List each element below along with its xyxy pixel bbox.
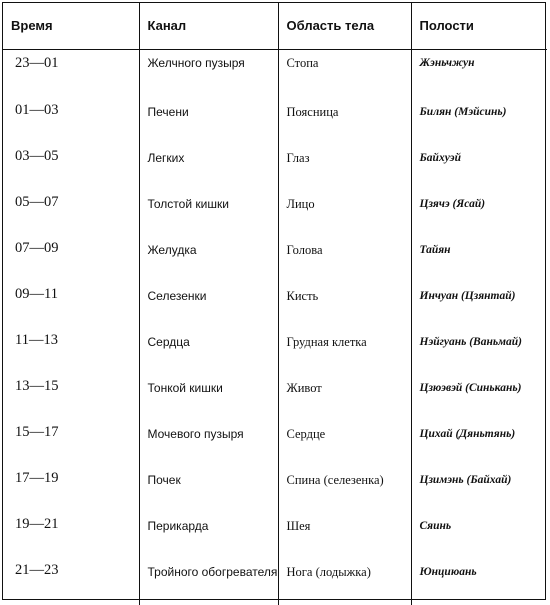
- cell-canal: Почек: [147, 473, 181, 487]
- cell-canal: Печени: [147, 105, 189, 119]
- cell-cavity-container: [411, 555, 547, 605]
- cell-time-container: [3, 49, 139, 95]
- table-row: [3, 371, 547, 417]
- cell-canal: Селезенки: [147, 289, 207, 303]
- table-row: [3, 463, 547, 509]
- cell-cavity: Юнциюань: [419, 566, 477, 578]
- cell-canal: Легких: [147, 151, 185, 165]
- cell-cavity: Цзячэ (Ясай): [419, 198, 486, 210]
- cell-area-container: [278, 49, 411, 95]
- cell-time: 11—13: [15, 332, 58, 348]
- cell-time: 15—17: [15, 424, 59, 440]
- cell-canal: Толстой кишки: [147, 197, 229, 211]
- table-header-row: [3, 3, 547, 49]
- cell-area: Стопа: [286, 55, 319, 70]
- cell-cavity-container: [411, 187, 547, 233]
- cell-cavity-container: [411, 325, 547, 371]
- cell-canal: Тонкой кишки: [147, 381, 223, 395]
- cell-canal: Желудка: [147, 243, 197, 257]
- table-row: [3, 95, 547, 141]
- cell-canal-container: [139, 279, 278, 325]
- cell-cavity-container: [411, 417, 547, 463]
- cell-area-container: [278, 417, 411, 463]
- cell-time-container: [3, 463, 139, 509]
- cell-time: 17—19: [15, 470, 59, 486]
- cell-canal-container: [139, 371, 278, 417]
- cell-area: Лицо: [286, 197, 315, 211]
- cell-time-container: [3, 141, 139, 187]
- cell-time-container: [3, 325, 139, 371]
- cell-cavity: Тайян: [419, 244, 451, 256]
- table-row: [3, 279, 547, 325]
- cell-time: 23—01: [15, 54, 59, 71]
- cell-area-container: [278, 371, 411, 417]
- cell-cavity-container: [411, 95, 547, 141]
- cell-time: 13—15: [15, 378, 59, 394]
- cell-cavity: Билян (Мэйсинь): [419, 106, 507, 118]
- table-row: [3, 509, 547, 555]
- table-row: [3, 233, 547, 279]
- cell-cavity: Байхуэй: [419, 152, 461, 164]
- cell-canal-container: [139, 233, 278, 279]
- cell-time: 03—05: [15, 148, 59, 164]
- cell-area-container: [278, 95, 411, 141]
- cell-canal-container: [139, 187, 278, 233]
- table-row: [3, 417, 547, 463]
- cell-area: Глаз: [286, 151, 310, 165]
- cell-cavity: Цзимэнь (Байхай): [419, 474, 512, 486]
- cell-area-container: [278, 233, 411, 279]
- header-canal: Канал: [139, 3, 278, 49]
- meridian-time-table: [3, 3, 547, 605]
- cell-canal-container: [139, 555, 278, 605]
- cell-time-container: [3, 233, 139, 279]
- header-cavity: Полости: [411, 3, 547, 49]
- cell-canal-container: [139, 463, 278, 509]
- cell-cavity-container: [411, 233, 547, 279]
- cell-area-container: [278, 555, 411, 605]
- cell-time-container: [3, 187, 139, 233]
- header-area: Область тела: [278, 3, 411, 49]
- cell-cavity: Сяинь: [419, 520, 452, 532]
- cell-canal: Мочевого пузыря: [147, 427, 244, 441]
- cell-time-container: [3, 371, 139, 417]
- cell-canal: Перикарда: [147, 519, 209, 533]
- table-row: [3, 141, 547, 187]
- header-time: Время: [3, 3, 139, 49]
- cell-cavity: Нэйгуань (Ваньмай): [419, 336, 522, 348]
- cell-area: Поясница: [286, 105, 339, 119]
- table-body: [3, 49, 547, 605]
- cell-canal-container: [139, 49, 278, 95]
- cell-canal-container: [139, 325, 278, 371]
- cell-canal-container: [139, 509, 278, 555]
- cell-area: Голова: [286, 243, 323, 257]
- cell-area: Кисть: [286, 289, 319, 303]
- cell-area: Нога (лодыжка): [286, 565, 371, 579]
- cell-cavity-container: [411, 279, 547, 325]
- cell-time-container: [3, 279, 139, 325]
- cell-cavity: Цзюэвэй (Синькань): [419, 382, 522, 394]
- cell-time: 01—03: [15, 102, 59, 118]
- cell-cavity-container: [411, 509, 547, 555]
- cell-canal: Тройного обогревателя: [147, 565, 278, 579]
- cell-canal-container: [139, 417, 278, 463]
- cell-time: 09—11: [15, 286, 58, 302]
- table-row: [3, 187, 547, 233]
- cell-cavity-container: [411, 371, 547, 417]
- cell-time-container: [3, 417, 139, 463]
- cell-area-container: [278, 279, 411, 325]
- cell-area-container: [278, 509, 411, 555]
- cell-area-container: [278, 187, 411, 233]
- table-row: [3, 555, 547, 605]
- cell-cavity-container: [411, 49, 547, 95]
- cell-cavity: Инчуан (Цзянтай): [419, 290, 516, 302]
- cell-area: Спина (селезенка): [286, 473, 384, 487]
- cell-cavity-container: [411, 141, 547, 187]
- cell-canal: Сердца: [147, 335, 190, 349]
- table-row: [3, 325, 547, 371]
- cell-area: Сердце: [286, 427, 326, 441]
- document-page: [2, 2, 546, 600]
- cell-canal-container: [139, 141, 278, 187]
- cell-cavity: Цихай (Дяньтянь): [419, 428, 516, 440]
- cell-time: 07—09: [15, 240, 59, 256]
- cell-time: 05—07: [15, 194, 59, 210]
- cell-area-container: [278, 463, 411, 509]
- cell-area-container: [278, 141, 411, 187]
- cell-canal-container: [139, 95, 278, 141]
- cell-time-container: [3, 95, 139, 141]
- table-row: [3, 49, 547, 95]
- cell-cavity-container: [411, 463, 547, 509]
- cell-time-container: [3, 555, 139, 605]
- cell-area-container: [278, 325, 411, 371]
- cell-time-container: [3, 509, 139, 555]
- cell-area: Живот: [286, 381, 322, 395]
- cell-cavity: Жэньчжун: [419, 56, 475, 69]
- cell-time: 19—21: [15, 516, 59, 532]
- cell-area: Шея: [286, 519, 311, 533]
- cell-canal: Желчного пузыря: [147, 55, 245, 70]
- cell-time: 21—23: [15, 562, 59, 578]
- cell-area: Грудная клетка: [286, 335, 367, 349]
